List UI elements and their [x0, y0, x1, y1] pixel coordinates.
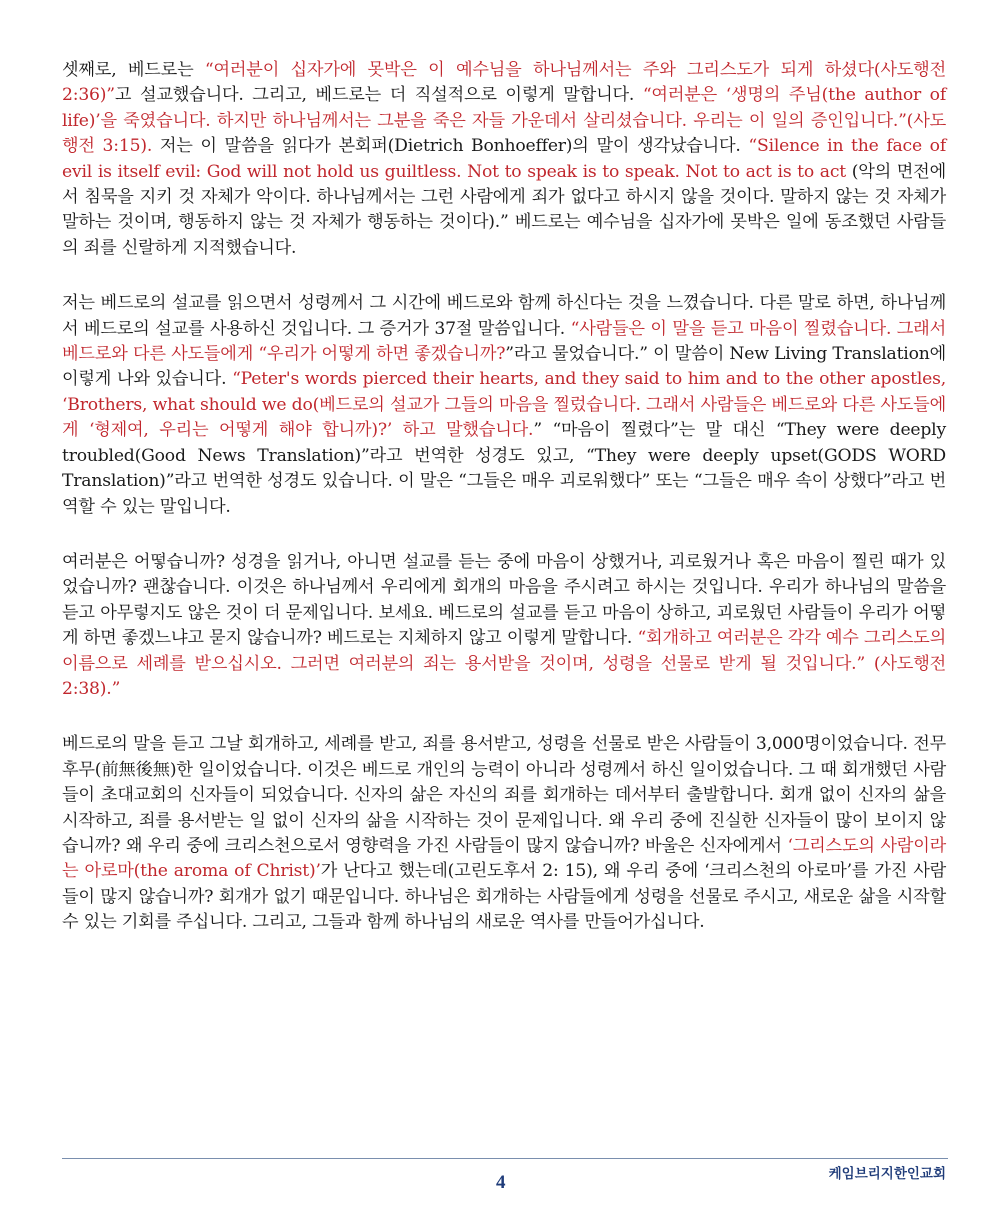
scripture-quote: “여러분은 ‘생명의 주님(the author of life)’을 죽였습니다. 하지만 하나님께서는 그분을 죽은 자들 가운데서 살리셨습니다. 우리는 이 일의 증인입니다.”(사도행전 3:15).	[62, 85, 946, 157]
text-segment: 저는 이 말씀을 읽다가 본회퍼(Dietrich Bonhoeffer)의 말이 생각났습니다.	[152, 136, 749, 157]
scripture-quote: “Peter's words pierced their hearts, and they said to him and to the other apostles, ‘Brothers, what should we do(베드로의 설교가 그들의 마음을 찔렀습니다. 그래서 사람들은 베드로와 다른 사도들에게 ‘형제여, 우리는 어떻게 해야 합니까)?’ 하고 말했습니다.	[62, 369, 946, 441]
scripture-quote: “사람들은 이 말을 듣고 마음이 찔렸습니다. 그래서 베드로와 다른 사도들에게 “우리가 어떻게 하면 좋겠습니까?	[62, 318, 946, 365]
footer-divider	[62, 1158, 948, 1159]
paragraph-1	[62, 58, 946, 261]
paragraph-4	[62, 732, 946, 935]
text-segment: 베드로의 말을 듣고 그날 회개하고, 세례를 받고, 죄를 용서받고, 성령을 선물로 받은 사람들이 3,000명이었습니다. 전무후무(前無後無)한 일이었습니다. 이것은 베드로 개인의 능력이 아니라 성령께서 하신 일이었습니다. 그 때 회개했던 사람들이 초대교회의 신자들이 되었습니다. 신자의 삶은 자신의 죄를 회개하는 데서부터 출발합니다. 회개 없이 신자의 삶을 시작하고, 죄를 용서받는 일 없이 신자의 삶을 시작하는 것이 문제입니다. 왜 우리 중에 진실한 신자들이 많이 보이지 않습니까? 왜 우리 중에 크리스천으로서 영향력을 가진 사람들이 많지 않습니까? 바울은 신자에게서	[62, 734, 946, 856]
scripture-quote: ‘그리스도의 사람이라는 아로마(the aroma of Christ)’	[62, 835, 947, 882]
scripture-quote: “회개하고 여러분은 각각 예수 그리스도의 이름으로 세례를 받으십시오. 그러면 여러분의 죄는 용서받을 것이며, 성령을 선물로 받게 될 것입니다.” (사도행전 2:38).”	[62, 628, 946, 699]
scripture-quote: “여러분이 십자가에 못박은 이 예수님을 하나님께서는 주와 그리스도가 되게 하셨다(사도행전 2:36)”	[62, 60, 946, 106]
paragraph-3	[62, 550, 946, 702]
page-number: 4	[496, 1172, 506, 1193]
text-segment: ” “마음이 찔렸다”는 말 대신 “They were deeply troubled(Good News Translation)”라고 번역한 성경도 있고, “They were deeply upset(GODS WORD Translation)”라고 번역한 성경도 있습니다. 이 말은 “그들은 매우 괴로워했다” 또는 “그들은 매우 속이 상했다”라고 번역할 수 있는 말입니다.	[62, 420, 946, 517]
text-segment: 셋째로, 베드로는	[62, 60, 205, 80]
paragraph-2	[62, 291, 946, 520]
bonhoeffer-quote: “Silence in the face of evil is itself evil: God will not hold us guiltless. Not to speak is to speak. Not to act is to act	[62, 136, 946, 182]
text-segment: 가 난다고 했는데(고린도후서 2: 15), 왜 우리 중에 ‘크리스천의 아로마’를 가진 사람들이 많지 않습니까? 회개가 없기 때문입니다. 하나님은 회개하는 사람들에게 성령을 선물로 주시고, 새로운 삶을 시작할 수 있는 기회를 주십니다. 그리고, 그들과 함께 하나님의 새로운 역사를 만들어가십니다.	[62, 861, 946, 933]
text-segment: 저는 베드로의 설교를 읽으면서 성령께서 그 시간에 베드로와 함께 하신다는 것을 느꼈습니다. 다른 말로 하면, 하나님께서 베드로의 설교를 사용하신 것입니다. 그 증거가 37절 말씀입니다.	[62, 293, 946, 339]
text-segment: ”라고 물었습니다.” 이 말씀이 New Living Translation에 이렇게 나와 있습니다.	[62, 344, 946, 390]
document-body	[62, 58, 946, 966]
text-segment: (악의 면전에서 침묵을 지키 것 자체가 악이다. 하나님께서는 그런 사람에게 죄가 없다고 하시지 않을 것이다. 말하지 않는 것 자체가 말하는 것이며, 행동하지 않는 것 자체가 행동하는 것이다).” 베드로는 예수님을 십자가에 못박은 일에 동조했던 사람들의 죄를 신랄하게 지적했습니다.	[62, 161, 946, 258]
church-name: 케임브리지한인교회	[828, 1166, 946, 1182]
text-segment: 고 설교했습니다. 그리고, 베드로는 더 직설적으로 이렇게 말합니다.	[114, 85, 643, 106]
text-segment: 여러분은 어떻습니까? 성경을 읽거나, 아니면 설교를 듣는 중에 마음이 상했거나, 괴로웠거나 혹은 마음이 찔린 때가 있었습니까? 괜찮습니다. 이것은 하나님께서 우리에게 회개의 마음을 주시려고 하시는 것입니다. 우리가 하나님의 말씀을 듣고 아무렇지도 않은 것이 더 문제입니다. 보세요. 베드로의 설교를 듣고 마음이 상하고, 괴로웠던 사람들이 우리가 어떻게 하면 좋겠느냐고 묻지 않습니까? 베드로는 지체하지 않고 이렇게 말합니다.	[62, 551, 946, 649]
